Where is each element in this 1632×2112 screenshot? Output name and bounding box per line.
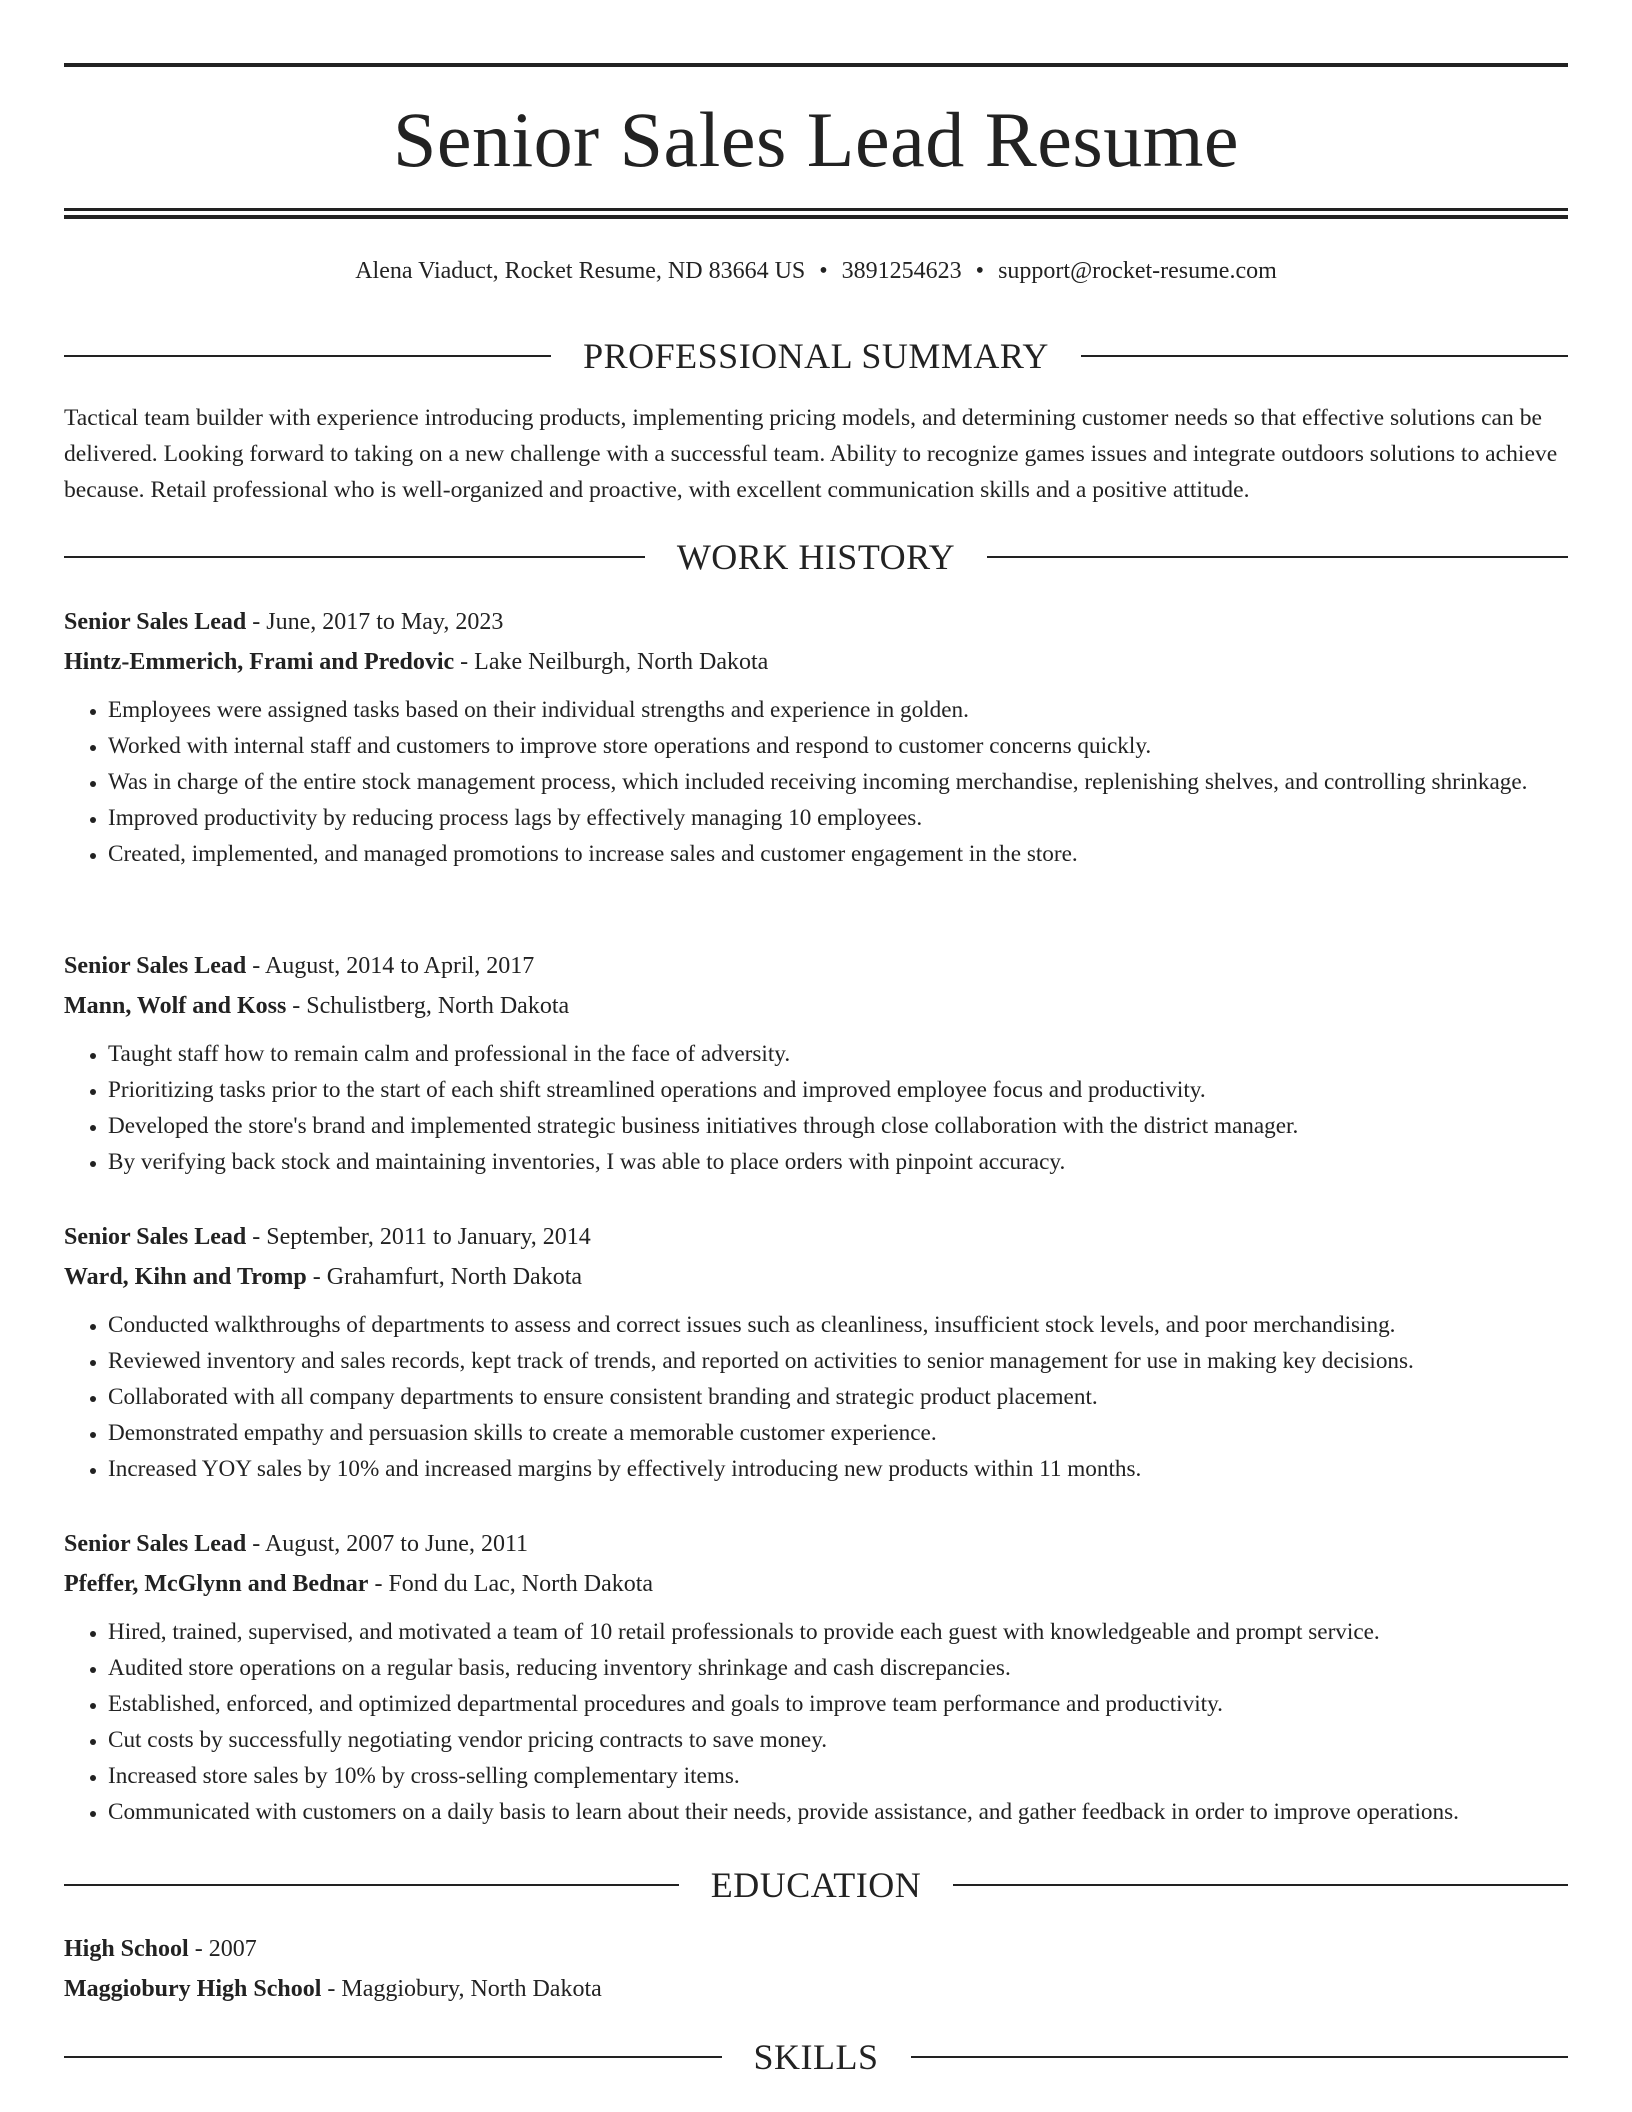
job-title: Senior Sales Lead xyxy=(64,953,247,979)
title-double-rule xyxy=(64,208,1568,219)
section-heading-summary xyxy=(64,336,1568,376)
job-bullets xyxy=(64,1614,1568,1830)
job-entry xyxy=(64,1524,1568,1830)
job-title: Senior Sales Lead xyxy=(64,1224,247,1250)
job-bullet: • Prioritizing tasks prior to the start of each shift streamlined operations and improved employee focus and productivity. xyxy=(108,1072,1568,1108)
job-location: Grahamfurt, North Dakota xyxy=(326,1264,583,1290)
education-school: Maggiobury High School xyxy=(64,1976,322,2002)
job-title-line xyxy=(64,1217,1568,1257)
job-bullet: • Increased store sales by 10% by cross-selling complementary items. xyxy=(108,1758,1568,1794)
job-bullet: • Demonstrated empathy and persuasion skills to create a memorable customer experience. xyxy=(108,1415,1568,1451)
dash: - xyxy=(252,609,261,635)
section-rule xyxy=(1081,355,1568,357)
contact-phone: 3891254623 xyxy=(841,258,962,284)
job-bullet: • Collaborated with all company departments to ensure consistent branding and strategic product placement. xyxy=(108,1379,1568,1415)
job-title: Senior Sales Lead xyxy=(64,1531,247,1557)
job-bullet: • By verifying back stock and maintaining inventories, I was able to place orders with pinpoint accuracy. xyxy=(108,1144,1568,1180)
education-degree: High School xyxy=(64,1936,189,1962)
contact-line xyxy=(64,254,1568,288)
dash: - xyxy=(327,1976,336,2002)
job-company-line xyxy=(64,1257,1568,1297)
job-bullet: • Improved productivity by reducing process lags by effectively managing 10 employees. xyxy=(108,800,1568,836)
section-label: SKILLS xyxy=(753,2037,879,2077)
education-degree-line xyxy=(64,1929,1568,1969)
job-title: Senior Sales Lead xyxy=(64,609,247,635)
section-label: WORK HISTORY xyxy=(676,537,956,577)
dash: - xyxy=(252,1224,261,1250)
resume-title: Senior Sales Lead Resume xyxy=(393,96,1239,183)
section-rule xyxy=(911,2056,1569,2058)
job-bullets xyxy=(64,692,1568,872)
job-company: Mann, Wolf and Koss xyxy=(64,993,287,1019)
job-bullet: • Hired, trained, supervised, and motivated a team of 10 retail professionals to provide each guest with knowledgeable and prompt service. xyxy=(108,1614,1568,1650)
dash: - xyxy=(252,1531,261,1557)
contact-separator: • xyxy=(975,258,985,284)
job-entry xyxy=(64,602,1568,872)
job-company-line xyxy=(64,1564,1568,1604)
summary-text: Tactical team builder with experience introducing products, implementing pricing models, and determining customer needs so that effective solutions can be delivered. Looking forward to taking on a new challenge with a successful team. Ability to recognize games issues and integrate outdoors solutions to achieve because. Retail professional who is well-organized and proactive, with excellent communication skills and a positive attitude. xyxy=(64,405,1558,503)
job-title-line xyxy=(64,1524,1568,1564)
section-rule xyxy=(64,355,551,357)
job-company: Hintz-Emmerich, Frami and Predovic xyxy=(64,649,455,675)
job-bullet: • Conducted walkthroughs of departments to assess and correct issues such as cleanliness, insufficient stock levels, and poor merchandising. xyxy=(108,1307,1568,1343)
job-bullet: • Taught staff how to remain calm and professional in the face of adversity. xyxy=(108,1036,1568,1072)
top-rule xyxy=(64,63,1568,67)
education-school-line xyxy=(64,1969,1568,2009)
job-dates: August, 2014 to April, 2017 xyxy=(264,953,535,979)
section-label: PROFESSIONAL SUMMARY xyxy=(583,336,1049,376)
dash: - xyxy=(252,953,261,979)
section-label: EDUCATION xyxy=(710,1865,922,1905)
job-bullet: • Increased YOY sales by 10% and increased margins by effectively introducing new products within 11 months. xyxy=(108,1451,1568,1487)
job-bullets xyxy=(64,1036,1568,1180)
job-bullet: • Worked with internal staff and customers to improve store operations and respond to customer concerns quickly. xyxy=(108,728,1568,764)
education-entry xyxy=(64,1929,1568,2009)
job-bullet: • Cut costs by successfully negotiating vendor pricing contracts to save money. xyxy=(108,1722,1568,1758)
job-bullets xyxy=(64,1307,1568,1487)
section-rule xyxy=(64,2056,722,2058)
job-company-line xyxy=(64,986,1568,1026)
job-company: Pfeffer, McGlynn and Bednar xyxy=(64,1571,369,1597)
section-heading-education xyxy=(64,1865,1568,1905)
job-location: Schulistberg, North Dakota xyxy=(306,993,570,1019)
job-bullet: • Communicated with customers on a daily basis to learn about their needs, provide assistance, and gather feedback in order to improve operations. xyxy=(108,1794,1568,1830)
job-title-line xyxy=(64,602,1568,642)
job-location: Fond du Lac, North Dakota xyxy=(388,1571,654,1597)
job-title-line xyxy=(64,946,1568,986)
education-location: Maggiobury, North Dakota xyxy=(341,1976,602,2002)
section-heading-skills xyxy=(64,2037,1568,2077)
job-company-line xyxy=(64,642,1568,682)
dash: - xyxy=(460,649,469,675)
contact-address: Alena Viaduct, Rocket Resume, ND 83664 US xyxy=(355,258,806,284)
section-heading-work-history xyxy=(64,537,1568,577)
section-rule xyxy=(953,1884,1568,1886)
job-bullet: • Audited store operations on a regular basis, reducing inventory shrinkage and cash discrepancies. xyxy=(108,1650,1568,1686)
job-location: Lake Neilburgh, North Dakota xyxy=(474,649,769,675)
job-entry xyxy=(64,946,1568,1180)
job-dates: August, 2007 to June, 2011 xyxy=(264,1531,529,1557)
job-bullet: • Created, implemented, and managed promotions to increase sales and customer engagement in the store. xyxy=(108,836,1568,872)
education-year: 2007 xyxy=(208,1936,257,1962)
job-dates: September, 2011 to January, 2014 xyxy=(266,1224,591,1250)
dash: - xyxy=(194,1936,203,1962)
dash: - xyxy=(312,1264,321,1290)
section-rule xyxy=(64,1884,679,1886)
job-bullet: • Established, enforced, and optimized departmental procedures and goals to improve team performance and productivity. xyxy=(108,1686,1568,1722)
section-rule xyxy=(64,556,645,558)
dash: - xyxy=(292,993,301,1019)
section-rule xyxy=(987,556,1568,558)
job-dates: June, 2017 to May, 2023 xyxy=(266,609,504,635)
contact-separator: • xyxy=(819,258,828,284)
job-bullet: • Developed the store's brand and implemented strategic business initiatives through close collaboration with the district manager. xyxy=(108,1108,1568,1144)
contact-email[interactable]: support@rocket-resume.com xyxy=(998,258,1277,284)
job-bullet: • Was in charge of the entire stock management process, which included receiving incoming merchandise, replenishing shelves, and controlling shrinkage. xyxy=(108,764,1568,800)
job-company: Ward, Kihn and Tromp xyxy=(64,1264,307,1290)
job-bullet: • Employees were assigned tasks based on their individual strengths and experience in golden. xyxy=(108,692,1568,728)
job-bullet: • Reviewed inventory and sales records, kept track of trends, and reported on activities to senior management for use in making key decisions. xyxy=(108,1343,1568,1379)
dash: - xyxy=(374,1571,383,1597)
job-entry xyxy=(64,1217,1568,1487)
